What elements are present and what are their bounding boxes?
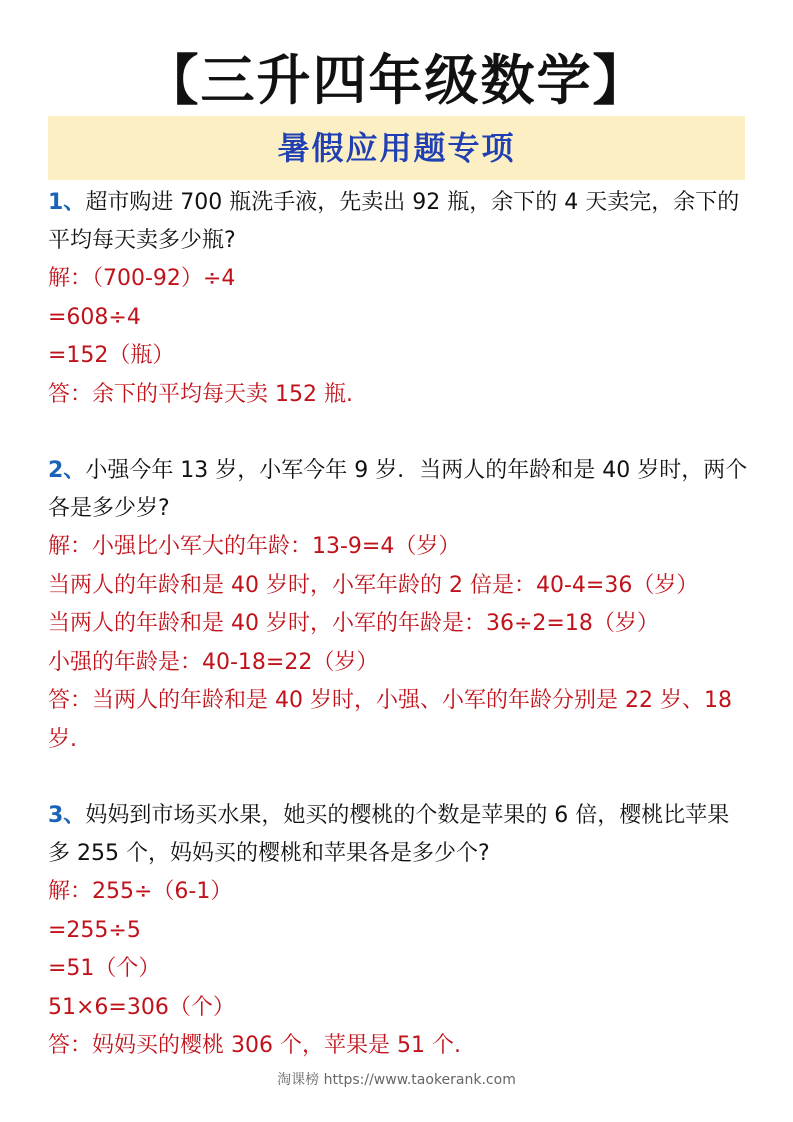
footer-watermark: 淘课榜 https://www.taokerank.com <box>277 1072 516 1088</box>
solution-line: 当两人的年龄和是 40 岁时，小军年龄的 2 倍是：40-4=36（岁） <box>48 572 699 598</box>
problem-list <box>48 184 748 1104</box>
question-body: 妈妈到市场买水果，她买的樱桃的个数是苹果的 6 倍，樱桃比苹果多 255 个，妈妈买的樱桃和苹果各是多少个? <box>48 803 730 866</box>
solution-line: 小强的年龄是：40-18=22（岁） <box>48 649 379 675</box>
solution-line: =608÷4 <box>48 304 141 330</box>
solution-line: 解：（700-92）÷4 <box>48 266 236 291</box>
solution-line: =51（个） <box>48 956 161 981</box>
page-title: 【三升四年级数学】 <box>144 48 649 112</box>
solution-line: =152（瓶） <box>48 343 175 368</box>
question-body: 超市购进 700 瓶洗手液，先卖出 92 瓶，余下的 4 天卖完，余下的平均每天卖多少瓶? <box>48 190 740 253</box>
problem-number: 2、 <box>48 458 86 483</box>
problem-number: 3、 <box>48 803 86 828</box>
question-text <box>48 184 748 260</box>
solution-line: 当两人的年龄和是 40 岁时，小军的年龄是：36÷2=18（岁） <box>48 611 659 636</box>
answer-line: 答：妈妈买的樱桃 306 个，苹果是 51 个. <box>48 1033 461 1058</box>
answer-line: 答：当两人的年龄和是 40 岁时，小强、小军的年龄分别是 22 岁、18 岁. <box>48 688 732 752</box>
problem-number: 1、 <box>48 190 86 215</box>
subtitle-banner <box>48 116 745 180</box>
subtitle: 暑假应用题专项 <box>277 129 516 167</box>
solution-line: 解：小强比小军大的年龄：13-9=4（岁） <box>48 534 461 559</box>
answer-line: 答：余下的平均每天卖 152 瓶. <box>48 381 353 407</box>
solution-line: 解：255÷（6-1） <box>48 879 233 904</box>
question-text <box>48 452 748 528</box>
question-text <box>48 797 748 873</box>
solution-line: 51×6=306（个） <box>48 994 235 1020</box>
solution-line: =255÷5 <box>48 917 141 943</box>
problem-3 <box>48 797 748 1066</box>
problem-1 <box>48 184 748 414</box>
problem-2 <box>48 452 748 759</box>
question-body: 小强今年 13 岁，小军今年 9 岁．当两人的年龄和是 40 岁时，两个各是多少岁? <box>48 458 748 521</box>
